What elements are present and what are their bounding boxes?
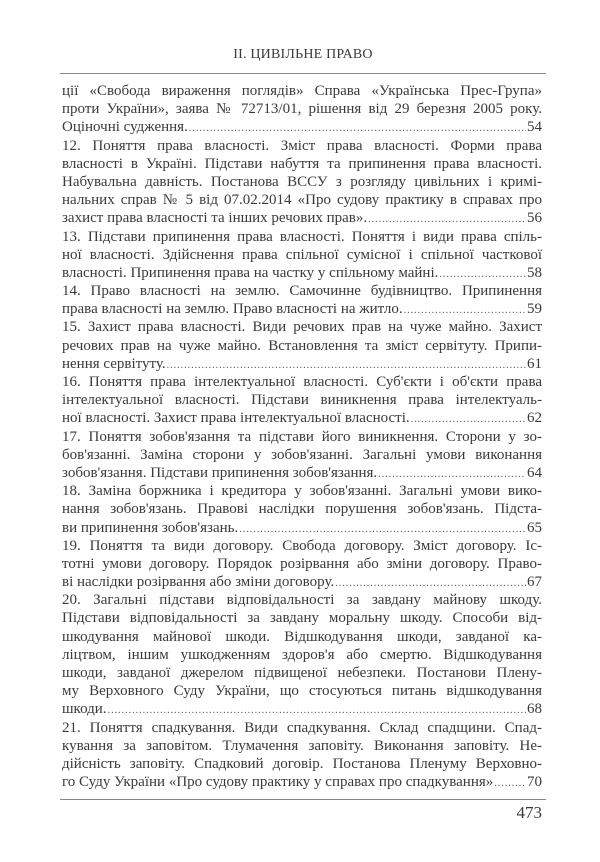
toc-entry-line: проти України», заява № 72713/01, рішення від 29 березня 2005 року.: [62, 101, 542, 118]
table-of-contents: [62, 82, 542, 791]
toc-entry-text: го Суду України «Про судову практику у справах про спадкування»: [62, 774, 494, 791]
toc-entry-text: ної власності. Захист права інтелектуальної власності.: [62, 410, 410, 427]
toc-entry-text: ві наслідки розірвання або зміни договору.: [62, 574, 335, 591]
toc-entry-line: шкодування майнової шкоди. Відшкодування шкоди, завданої ка-: [62, 628, 542, 645]
toc-entry: [62, 537, 542, 592]
toc-entry-line: 17. Поняття зобов'язання та підстави його виникнення. Сторони у зо-: [62, 428, 542, 445]
toc-entry-line: 15. Захист права власності. Види речових прав на чуже майно. Захист: [62, 319, 542, 336]
toc-entry-line: 16. Поняття права інтелектуальної власності. Суб'єкти і об'єкти права: [62, 374, 542, 390]
toc-entry-text: шкоди.: [62, 701, 107, 718]
toc-entry-last-line: [62, 409, 542, 427]
toc-entry-last-line: [62, 573, 542, 591]
dot-leader: [239, 521, 526, 537]
toc-page-ref: 59: [527, 301, 542, 318]
toc-page-ref: 56: [527, 210, 542, 227]
toc-entry-last-line: [62, 300, 542, 318]
toc-entry-line: нальних справ № 5 від 07.02.2014 «Про судову практику в справах про: [62, 192, 542, 209]
toc-entry-line: ліцтвом, іншим ушкодженням здоров'я або смертю. Відшкодування: [62, 646, 542, 663]
toc-entry-last-line: [62, 773, 542, 791]
toc-entry-last-line: [62, 464, 542, 482]
toc-entry-line: власності в Україні. Підстави набуття та припинення права власності.: [62, 155, 542, 172]
toc-entry-line: кування за заповітом. Тлумачення заповіту. Виконання заповіту. Не-: [62, 737, 542, 754]
toc-entry: [62, 482, 542, 537]
toc-entry-text: власності. Припинення права на частку у спільному майні.: [62, 264, 439, 281]
toc-entry: [62, 282, 542, 318]
toc-page-ref: 68: [527, 701, 542, 718]
toc-entry: [62, 428, 542, 483]
toc-entry-line: Набувальна давність. Постанова ВССУ з розгляду цивільних і кримі-: [62, 173, 542, 190]
toc-entry: [62, 719, 542, 792]
toc-entry: [62, 373, 542, 428]
toc-entry-line: 12. Поняття права власності. Зміст права власності. Форми права: [62, 137, 542, 154]
toc-entry-line: дійсність заповіту. Спадковий договір. Постанова Пленуму Верховно-: [62, 755, 542, 772]
toc-entry-text: ви припинення зобов'язань.: [62, 519, 239, 536]
toc-entry-last-line: [62, 118, 542, 136]
running-head: II. ЦИВІЛЬНЕ ПРАВО: [233, 47, 373, 62]
dot-leader: [108, 702, 526, 718]
footer-rule: [60, 799, 546, 800]
dot-leader: [378, 466, 526, 482]
toc-entry-line: речових прав на чуже майно. Встановлення та зміст сервітуту. Припи-: [62, 337, 542, 354]
toc-entry-line: ної власності. Здійснення права спільної сумісної і спільної часткової: [62, 246, 542, 263]
toc-entry-line: бов'язанні. Заміна сторони у зобов'язанні. Загальні умови виконання: [62, 446, 542, 463]
toc-entry-last-line: [62, 355, 542, 373]
dot-leader: [404, 302, 526, 318]
toc-page-ref: 62: [527, 410, 542, 427]
toc-page-ref: 67: [527, 574, 542, 591]
dot-leader: [335, 575, 526, 591]
toc-entry-last-line: [62, 519, 542, 537]
toc-entry-text: захист права власності та інших речових прав».: [62, 210, 368, 227]
toc-page-ref: 61: [527, 355, 542, 372]
page-number: 473: [516, 803, 542, 822]
dot-leader: [167, 357, 526, 373]
toc-entry-text: права власності на землю. Право власності на житло.: [62, 301, 403, 318]
toc-entry-last-line: [62, 700, 542, 718]
toc-entry-line: інтелектуальної власності. Підстави виникнення права інтелектуаль-: [62, 392, 542, 409]
toc-entry-line: му Верховного Суду України, що стосуються питань відшкодування: [62, 683, 542, 700]
toc-entry-line: 21. Поняття спадкування. Види спадкування. Склад спадщини. Спад-: [62, 719, 542, 736]
dot-leader: [368, 211, 526, 227]
toc-entry-text: зобов'язання. Підстави припинення зобов'язання.: [62, 464, 378, 481]
toc-entry-line: ції «Свобода вираження поглядів» Справа «Українська Прес-Група»: [62, 83, 542, 99]
toc-entry: [62, 228, 542, 283]
toc-entry-last-line: [62, 264, 542, 282]
dot-leader: [494, 775, 526, 791]
dot-leader: [411, 411, 526, 427]
toc-entry: [62, 591, 542, 718]
toc-entry-line: 20. Загальні підстави відповідальності за завдану майнову шкоду.: [62, 592, 542, 609]
toc-entry-line: 19. Поняття та види договору. Свобода договору. Зміст договору. Іс-: [62, 537, 542, 554]
dot-leader: [439, 266, 526, 282]
toc-entry-text: Оціночні судження.: [62, 119, 188, 136]
toc-entry-line: тотні умови договору. Порядок розірвання або зміни договору. Право-: [62, 555, 542, 572]
dot-leader: [189, 120, 526, 136]
toc-entry: [62, 137, 542, 228]
toc-entry-line: 18. Заміна боржника і кредитора у зобов'язанні. Загальні умови вико-: [62, 483, 542, 500]
header-rule: [60, 73, 546, 74]
toc-entry-line: 13. Підстави припинення права власності. Поняття і види права спіль-: [62, 228, 542, 245]
toc-entry-line: Підстави відповідальності за завдану моральну шкоду. Способи від-: [62, 610, 542, 627]
toc-page-ref: 65: [527, 519, 542, 536]
toc-entry-line: 14. Право власності на землю. Самочинне будівництво. Припинення: [62, 283, 542, 300]
toc-entry: [62, 82, 542, 137]
toc-page-ref: 70: [527, 774, 542, 791]
toc-entry-line: шкоди, завданої джерелом підвищеної небезпеки. Постанови Плену-: [62, 665, 542, 681]
toc-entry: [62, 318, 542, 373]
toc-page-ref: 54: [527, 119, 542, 136]
toc-entry-text: нення сервітуту.: [62, 355, 166, 372]
toc-entry-line: нання зобов'язань. Правові наслідки порушення зобов'язань. Підста-: [62, 501, 542, 518]
toc-page-ref: 58: [527, 264, 542, 281]
toc-entry-last-line: [62, 209, 542, 227]
toc-page-ref: 64: [527, 464, 542, 481]
